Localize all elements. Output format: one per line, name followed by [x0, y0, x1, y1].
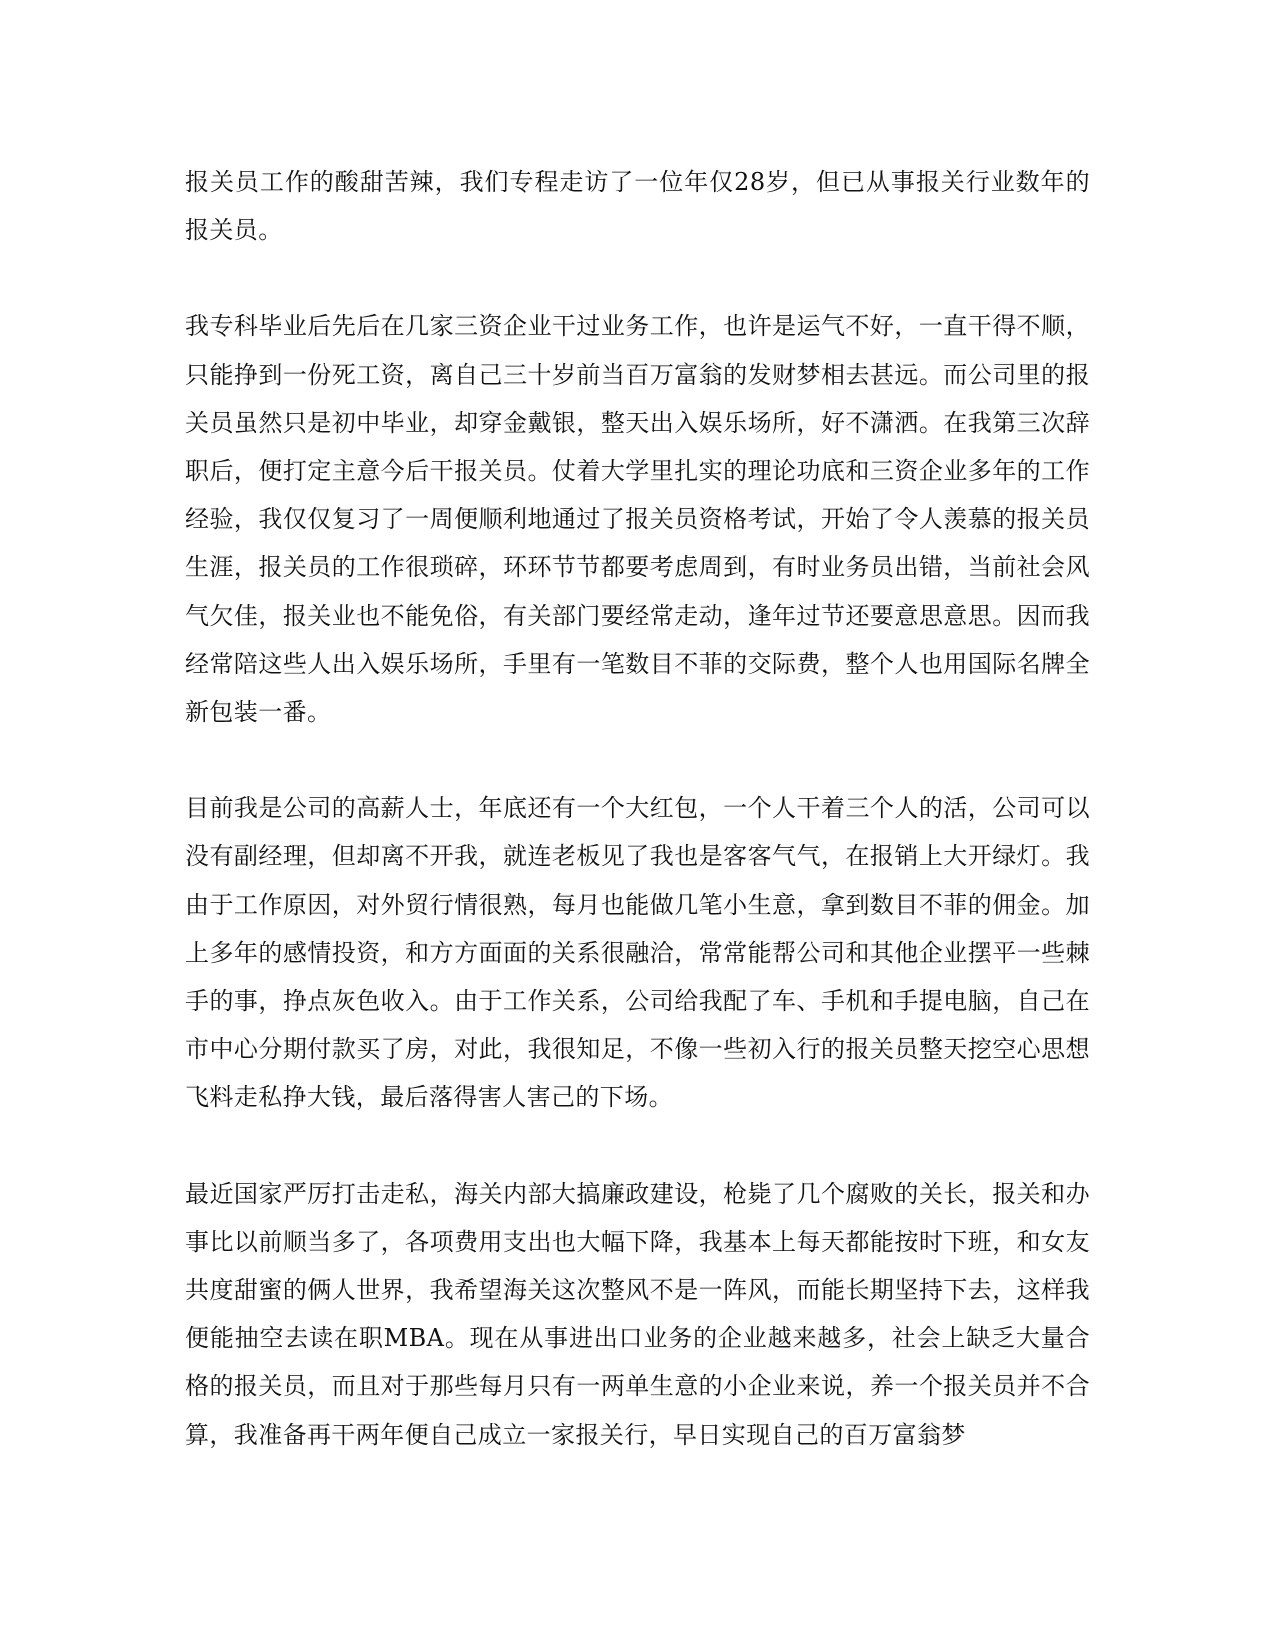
paragraph-2: 我专科毕业后先后在几家三资企业干过业务工作，也许是运气不好，一直干得不顺，只能挣到一份死工资，离自己三十岁前当百万富翁的发财梦相去甚远。而公司里的报关员虽然只是初中毕业，却穿金戴银，整天出入娱乐场所，好不潇洒。在我第三次辞职后，便打定主意今后干报关员。仗着大学里扎实的理论功底和三资企业多年的工作经验，我仅仅复习了一周便顺利地通过了报关员资格考试，开始了令人羡慕的报关员生涯，报关员的工作很琐碎，环环节节都要考虑周到，有时业务员出错，当前社会风气欠佳，报关业也不能免俗，有关部门要经常走动，逢年过节还要意思意思。因而我经常陪这些人出入娱乐场所，手里有一笔数目不菲的交际费，整个人也用国际名牌全新包装一番。: [185, 312, 1090, 727]
document-body: [185, 158, 1090, 1459]
paragraph-1: 报关员工作的酸甜苦辣，我们专程走访了一位年仅28岁，但已从事报关行业数年的报关员。: [185, 168, 1090, 245]
paragraph-3: 目前我是公司的高薪人士，年底还有一个大红包，一个人干着三个人的活，公司可以没有副经理，但却离不开我，就连老板见了我也是客客气气，在报销上大开绿灯。我由于工作原因，对外贸行情很熟，每月也能做几笔小生意，拿到数目不菲的佣金。加上多年的感情投资，和方方面面的关系很融洽，常常能帮公司和其他企业摆平一些棘手的事，挣点灰色收入。由于工作关系，公司给我配了车、手机和手提电脑，自己在市中心分期付款买了房，对此，我很知足，不像一些初入行的报关员整天挖空心思想飞料走私挣大钱，最后落得害人害己的下场。: [185, 794, 1090, 1112]
paragraph-4: 最近国家严厉打击走私，海关内部大搞廉政建设，枪毙了几个腐败的关长，报关和办事比以前顺当多了，各项费用支出也大幅下降，我基本上每天都能按时下班，和女友共度甜蜜的俩人世界，我希望海关这次整风不是一阵风，而能长期坚持下去，这样我便能抽空去读在职MBA。现在从事进出口业务的企业越来越多，社会上缺乏大量合格的报关员，而且对于那些每月只有一两单生意的小企业来说，养一个报关员并不合算，我准备再干两年便自己成立一家报关行，早日实现自己的百万富翁梦: [185, 1179, 1090, 1449]
